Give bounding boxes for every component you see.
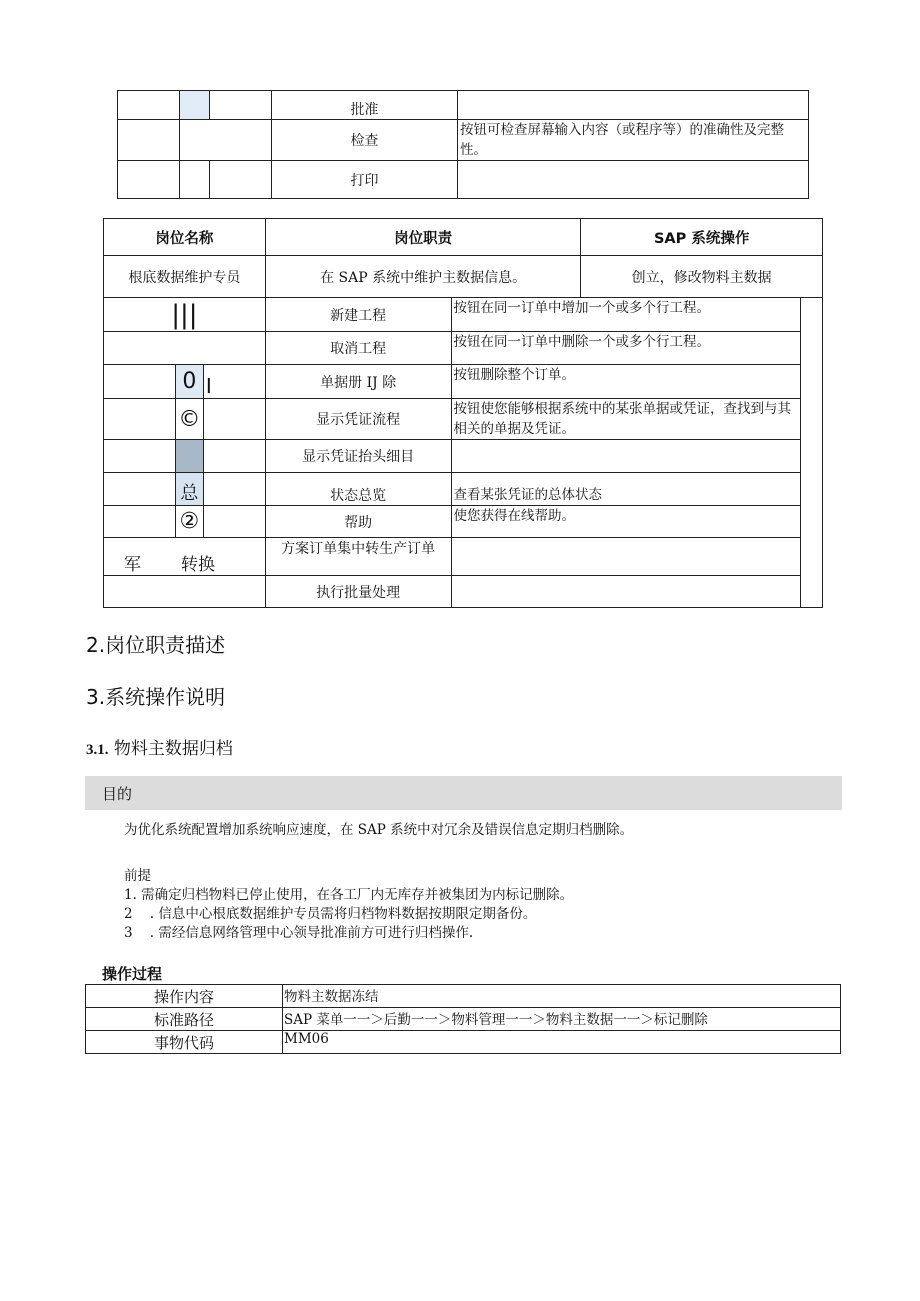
icon-text: ② — [179, 509, 200, 534]
row-desc: 查看某张凭证的总体状态 — [451, 473, 800, 506]
process-value: MM06 — [283, 1031, 841, 1054]
help-icon — [175, 506, 203, 538]
status-overview-icon — [175, 473, 203, 506]
row-label: 单据册 IJ 除 — [265, 365, 451, 399]
icon-cell — [203, 365, 265, 399]
batch-icon — [104, 576, 266, 608]
section-title: 物料主数据归档 — [113, 739, 233, 759]
icon-cell — [203, 506, 265, 538]
premise-item: 3 . 需经信息网络管理中心领导批准前方可进行归档操作. — [124, 925, 474, 941]
icon-cell — [118, 91, 180, 120]
icon-cell — [210, 91, 272, 120]
delete-order-icon — [175, 365, 203, 399]
premise-title: 前提 — [124, 868, 151, 884]
header-role-duty: 岗位职责 — [265, 219, 581, 256]
header-detail-icon — [175, 440, 203, 473]
row-label: 方案订单集中转生产订单 — [265, 538, 451, 576]
table-row — [86, 985, 841, 1008]
spacer-cell — [104, 506, 176, 538]
icon-cell — [203, 399, 265, 440]
icon-cell — [180, 120, 272, 161]
delete-item-icon — [104, 332, 266, 365]
row-desc — [458, 91, 809, 120]
row-desc: 使您获得在线帮助。 — [451, 506, 800, 538]
right-border-cell — [800, 298, 822, 608]
icon-cell — [180, 91, 210, 120]
process-title: 操作过程 — [102, 965, 163, 983]
icon-text: I — [205, 374, 212, 398]
row-desc: 按钮可检查屏幕输入内容（或程序等）的准确性及完整性。 — [458, 120, 809, 161]
spacer-cell — [104, 399, 176, 440]
icon-text: 军 — [124, 555, 181, 576]
table-row — [86, 1008, 841, 1031]
process-value: 物料主数据冻结 — [283, 985, 841, 1008]
premise-item: 2 . 信息中心根底数据维护专员需将归档物料数据按期限定期备份。 — [124, 906, 537, 922]
header-sap-operation: SAP 系统操作 — [581, 219, 823, 256]
row-desc: 按钮在同一订单中删除一个或多个行工程。 — [451, 332, 800, 365]
row-desc — [451, 440, 800, 473]
icon-cell — [203, 440, 265, 473]
icon-text: 转换 — [181, 555, 215, 575]
purpose-text: 为优化系统配置增加系统响应速度，在 SAP 系统中对冗余及错误信息定期归档删除。 — [124, 822, 634, 838]
row-label: 执行批量处理 — [265, 576, 451, 608]
role-name: 根底数据维护专员 — [104, 256, 266, 298]
row-desc — [458, 161, 809, 199]
section-3-heading: 3.系统操作说明 — [86, 685, 226, 709]
row-label: 取消工程 — [265, 332, 451, 365]
process-label: 事物代码 — [86, 1031, 283, 1054]
icon-cell — [203, 473, 265, 506]
icon-cell — [180, 161, 210, 199]
spacer-cell — [104, 440, 176, 473]
row-desc: 按钮使您能够根据系统中的某张单据或凭证，查找到与其相关的单据及凭证。 — [451, 399, 800, 440]
header-role-name: 岗位名称 — [104, 219, 266, 256]
role-operation: 创立，修改物料主数据 — [581, 256, 823, 298]
row-label: 检查 — [272, 120, 458, 161]
purpose-title: 目的 — [102, 785, 133, 803]
row-label: 状态总览 — [265, 473, 451, 506]
role-table — [103, 218, 823, 608]
icon-cell — [118, 161, 180, 199]
row-desc: 按钮在同一订单中增加一个或多个行工程。 — [451, 298, 800, 332]
process-label: 操作内容 — [86, 985, 283, 1008]
process-value: SAP 菜单一一＞后勤一一＞物料管理一一＞物料主数据一一＞标记删除 — [283, 1008, 841, 1031]
row-desc: 按钮删除整个订单。 — [451, 365, 800, 399]
table-row — [86, 1031, 841, 1054]
row-label: 批准 — [272, 91, 458, 120]
row-label: 显示凭证流程 — [265, 399, 451, 440]
row-label: 显示凭证抬头细目 — [265, 440, 451, 473]
section-number: 3.1. — [86, 742, 109, 758]
section-2-heading: 2.岗位职责描述 — [86, 633, 226, 657]
approval-table — [117, 90, 809, 199]
premise-item: 1. 需确定归档物料已停止使用，在各工厂内无库存并被集团为内标记删除。 — [124, 887, 574, 903]
spacer-cell — [104, 473, 176, 506]
row-label: 新建工程 — [265, 298, 451, 332]
process-table — [85, 984, 841, 1054]
spacer-cell — [104, 365, 176, 399]
row-label: 帮助 — [265, 506, 451, 538]
row-desc — [451, 538, 800, 576]
row-desc — [451, 576, 800, 608]
icon-text: 总 — [180, 483, 199, 504]
icon-cell — [210, 161, 272, 199]
row-label: 打印 — [272, 161, 458, 199]
icon-text: © — [178, 406, 201, 432]
icon-text: 0 — [182, 369, 197, 394]
section-3-1-heading — [86, 734, 233, 759]
new-item-icon — [104, 298, 266, 332]
convert-icon — [104, 538, 266, 576]
icon-cell — [118, 120, 180, 161]
process-label: 标准路径 — [86, 1008, 283, 1031]
role-duty: 在 SAP 系统中维护主数据信息。 — [265, 256, 581, 298]
purpose-band — [85, 776, 842, 810]
icon-text: ||| — [171, 299, 198, 330]
document-flow-icon — [175, 399, 203, 440]
